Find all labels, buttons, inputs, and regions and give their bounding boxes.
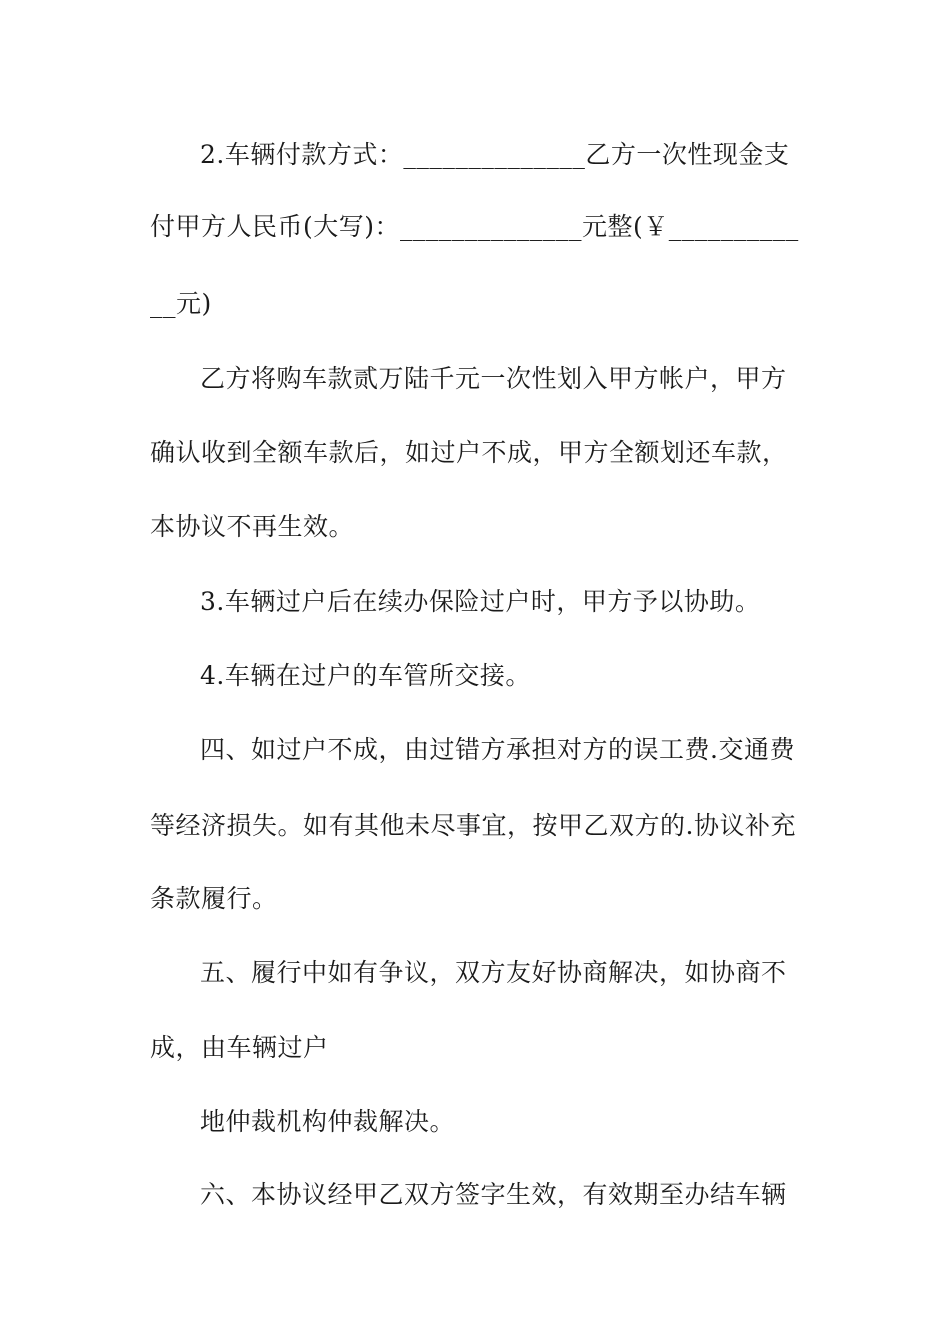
text-line-section-5-2: 成，由车辆过户 — [150, 1033, 329, 1062]
text-line-transfer-1: 乙方将购车款贰万陆千元一次性划入甲方帐户，甲方 — [200, 364, 787, 393]
text-line-transfer-3: 本协议不再生效。 — [150, 512, 355, 541]
text-line-payment-amount: 付甲方人民币(大写)：______________元整(￥__________ — [150, 212, 799, 241]
text-line-section-5-1: 五、履行中如有争议，双方友好协商解决，如协商不 — [200, 958, 787, 987]
text-line-section-4-2: 等经济损失。如有其他未尽事宜，按甲乙双方的.协议补充 — [150, 811, 796, 840]
text-line-section-5-3: 地仲裁机构仲裁解决。 — [200, 1107, 456, 1136]
text-line-section-4-3: 条款履行。 — [150, 884, 278, 913]
text-line-transfer-2: 确认收到全额车款后，如过户不成，甲方全额划还车款， — [150, 438, 788, 467]
text-line-clause-3: 3.车辆过户后在续办保险过户时，甲方予以协助。 — [200, 587, 761, 616]
text-line-section-6-1: 六、本协议经甲乙双方签字生效，有效期至办结车辆 — [200, 1180, 787, 1209]
text-line-payment-method: 2.车辆付款方式：______________乙方一次性现金支 — [200, 140, 790, 169]
text-line-amount-continued: __元) — [150, 289, 212, 318]
text-line-section-4-1: 四、如过户不成，由过错方承担对方的误工费.交通费 — [200, 735, 795, 764]
text-line-clause-4: 4.车辆在过户的车管所交接。 — [200, 661, 531, 690]
